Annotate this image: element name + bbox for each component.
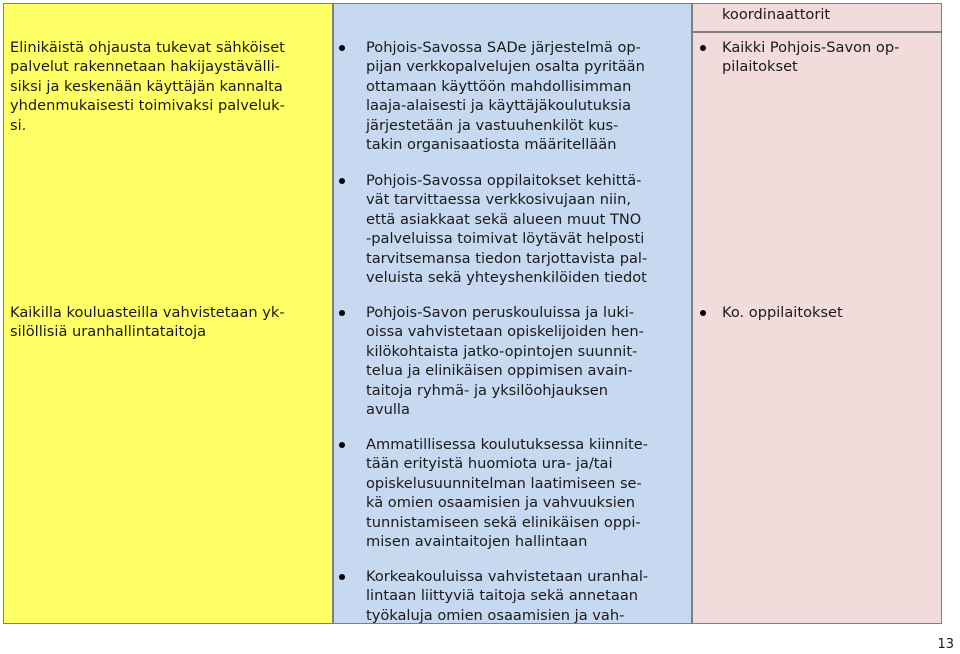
bullet-icon xyxy=(339,178,345,184)
bullet-icon xyxy=(700,310,706,316)
coordinators-column xyxy=(692,32,942,624)
list-item: Pohjois-Savon peruskouluissa ja luki- oissa vahvistetaan opiskelijoiden hen- kilökohtaista jatko-opintojen suunnit- telua ja elinikäisen oppimisen avain- taitoja ryhmä- ja yksilöohjauksen avulla xyxy=(336,303,690,419)
list-item: Korkeakouluissa vahvistetaan uranhal- lintaan liittyviä taitoja sekä annetaan työkaluja omien osaamisien ja vah- xyxy=(336,567,690,625)
coordinators-list-1 xyxy=(692,38,940,77)
list-item: Kaikki Pohjois-Savon op- pilaitokset xyxy=(692,38,940,77)
measures-list-1 xyxy=(336,38,690,154)
list-item: Ko. oppilaitokset xyxy=(692,303,940,322)
bullet-icon xyxy=(339,45,345,51)
goal-text-2: Kaikilla kouluasteilla vahvistetaan yk- silöllisiä uranhallintataitoja xyxy=(10,304,285,341)
bullet-icon xyxy=(339,574,345,580)
measures-list-2 xyxy=(336,303,690,419)
measures-list-2c xyxy=(336,567,690,625)
measures-list-1b xyxy=(336,171,690,287)
goal-text-1: Elinikäistä ohjausta tukevat sähköiset palvelut rakennetaan hakijaystävälli- siksi ja keskenään käyttäjän kannalta yhdenmukaisesti toimivaksi palveluk- si. xyxy=(10,39,285,134)
page-number: 13 xyxy=(937,637,954,652)
coordinators-header: koordinaattorit xyxy=(722,6,831,23)
bullet-icon xyxy=(339,310,345,316)
list-item: Pohjois-Savossa oppilaitokset kehittä- vät tarvittaessa verkkosivujaan niin, että asiakkaat sekä alueen muut TNO -palveluissa toimivat löytävät helposti tarvitsemansa tiedon tarjottavista pal- veluista sekä yhteyshenkilöiden tiedot xyxy=(336,171,690,287)
bullet-icon xyxy=(339,442,345,448)
list-item: Pohjois-Savossa SADe järjestelmä op- pijan verkkopalvelujen osalta pyritään ottamaan käyttöön mahdollisimman laaja-alaisesti ja käyttäjäkoulutuksia järjestetään ja vastuuhenkilöt kus- takin organisaatiosta määritellään xyxy=(336,38,690,154)
bullet-icon xyxy=(700,45,706,51)
coordinators-list-2 xyxy=(692,303,940,322)
measures-list-2b xyxy=(336,435,690,551)
list-item: Ammatillisessa koulutuksessa kiinnite- tään erityistä huomiota ura- ja/tai opiskelusuunnitelman laatimiseen se- kä omien osaamisien ja vahvuuksien tunnistamiseen sekä elinikäisen oppi- misen avaintaitojen hallintaan xyxy=(336,435,690,551)
